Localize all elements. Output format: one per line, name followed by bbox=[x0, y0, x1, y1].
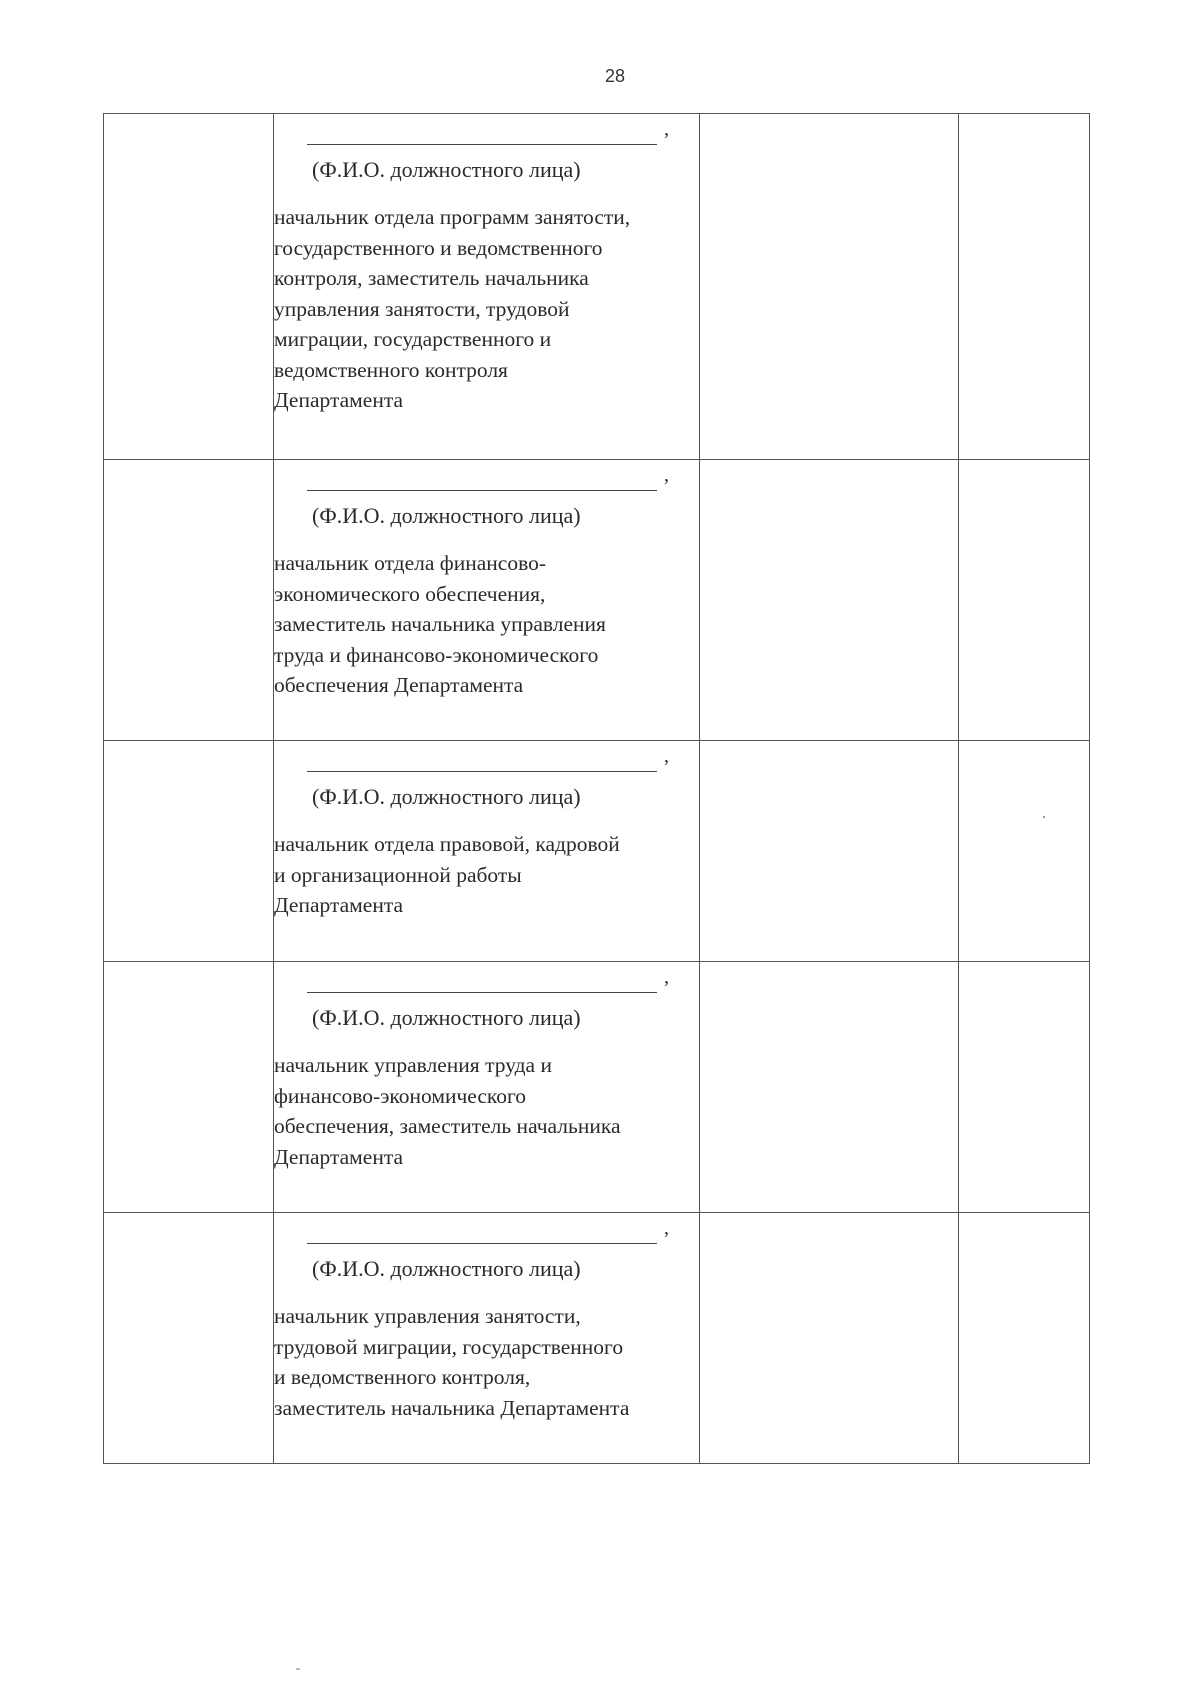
signatory-cell bbox=[274, 460, 700, 741]
scan-speck bbox=[296, 1668, 300, 1670]
signature-cell bbox=[959, 114, 1090, 460]
table-row bbox=[104, 741, 1090, 962]
position-text: начальник управления труда и финансово-экономического обеспечения, заместитель начальника Департамента bbox=[274, 1053, 621, 1169]
signature-field bbox=[274, 460, 699, 496]
empty-cell bbox=[104, 741, 274, 962]
signatory-cell bbox=[274, 741, 700, 962]
signatory-cell bbox=[274, 114, 700, 460]
table-row bbox=[104, 962, 1090, 1213]
position-text: начальник отдела финансово- экономического обеспечения, заместитель начальника управления труда и финансово-экономического обеспечения Департамента bbox=[274, 551, 606, 697]
signature-field bbox=[274, 114, 699, 150]
signatory-cell bbox=[274, 1213, 700, 1464]
empty-cell bbox=[104, 460, 274, 741]
signature-field bbox=[274, 741, 699, 777]
date-cell bbox=[700, 741, 959, 962]
date-cell bbox=[700, 460, 959, 741]
fio-caption: (Ф.И.О. должностного лица) bbox=[312, 503, 581, 528]
signature-comma: , bbox=[664, 1217, 669, 1239]
signatory-cell bbox=[274, 962, 700, 1213]
signature-field bbox=[274, 1213, 699, 1249]
signature-cell bbox=[959, 1213, 1090, 1464]
signature-comma: , bbox=[664, 966, 669, 988]
scan-speck bbox=[1043, 816, 1045, 818]
signature-line bbox=[307, 490, 657, 491]
empty-cell bbox=[104, 114, 274, 460]
fio-caption: (Ф.И.О. должностного лица) bbox=[312, 1005, 581, 1030]
signature-field bbox=[274, 962, 699, 998]
position-text: начальник отдела программ занятости, государственного и ведомственного контроля, заместитель начальника управления занятости, трудовой миграции, государственного и ведомственного контроля Департамента bbox=[274, 205, 631, 412]
fio-caption: (Ф.И.О. должностного лица) bbox=[312, 1256, 581, 1281]
signature-comma: , bbox=[664, 118, 669, 140]
signature-cell bbox=[959, 741, 1090, 962]
signature-line bbox=[307, 1243, 657, 1244]
date-cell bbox=[700, 114, 959, 460]
table-row bbox=[104, 1213, 1090, 1464]
empty-cell bbox=[104, 962, 274, 1213]
fio-caption: (Ф.И.О. должностного лица) bbox=[312, 784, 581, 809]
empty-cell bbox=[104, 1213, 274, 1464]
signature-comma: , bbox=[664, 745, 669, 767]
date-cell bbox=[700, 962, 959, 1213]
signature-line bbox=[307, 144, 657, 145]
position-text: начальник управления занятости, трудовой миграции, государственного и ведомственного контроля, заместитель начальника Департамента bbox=[274, 1304, 630, 1420]
signature-comma: , bbox=[664, 464, 669, 486]
date-cell bbox=[700, 1213, 959, 1464]
table-row bbox=[104, 114, 1090, 460]
signature-cell bbox=[959, 962, 1090, 1213]
signature-cell bbox=[959, 460, 1090, 741]
signature-line bbox=[307, 771, 657, 772]
approval-table bbox=[103, 113, 1090, 1464]
position-text: начальник отдела правовой, кадровой и организационной работы Департамента bbox=[274, 832, 620, 917]
signature-line bbox=[307, 992, 657, 993]
page-number: 28 bbox=[604, 66, 626, 86]
table-row bbox=[104, 460, 1090, 741]
fio-caption: (Ф.И.О. должностного лица) bbox=[312, 157, 581, 182]
